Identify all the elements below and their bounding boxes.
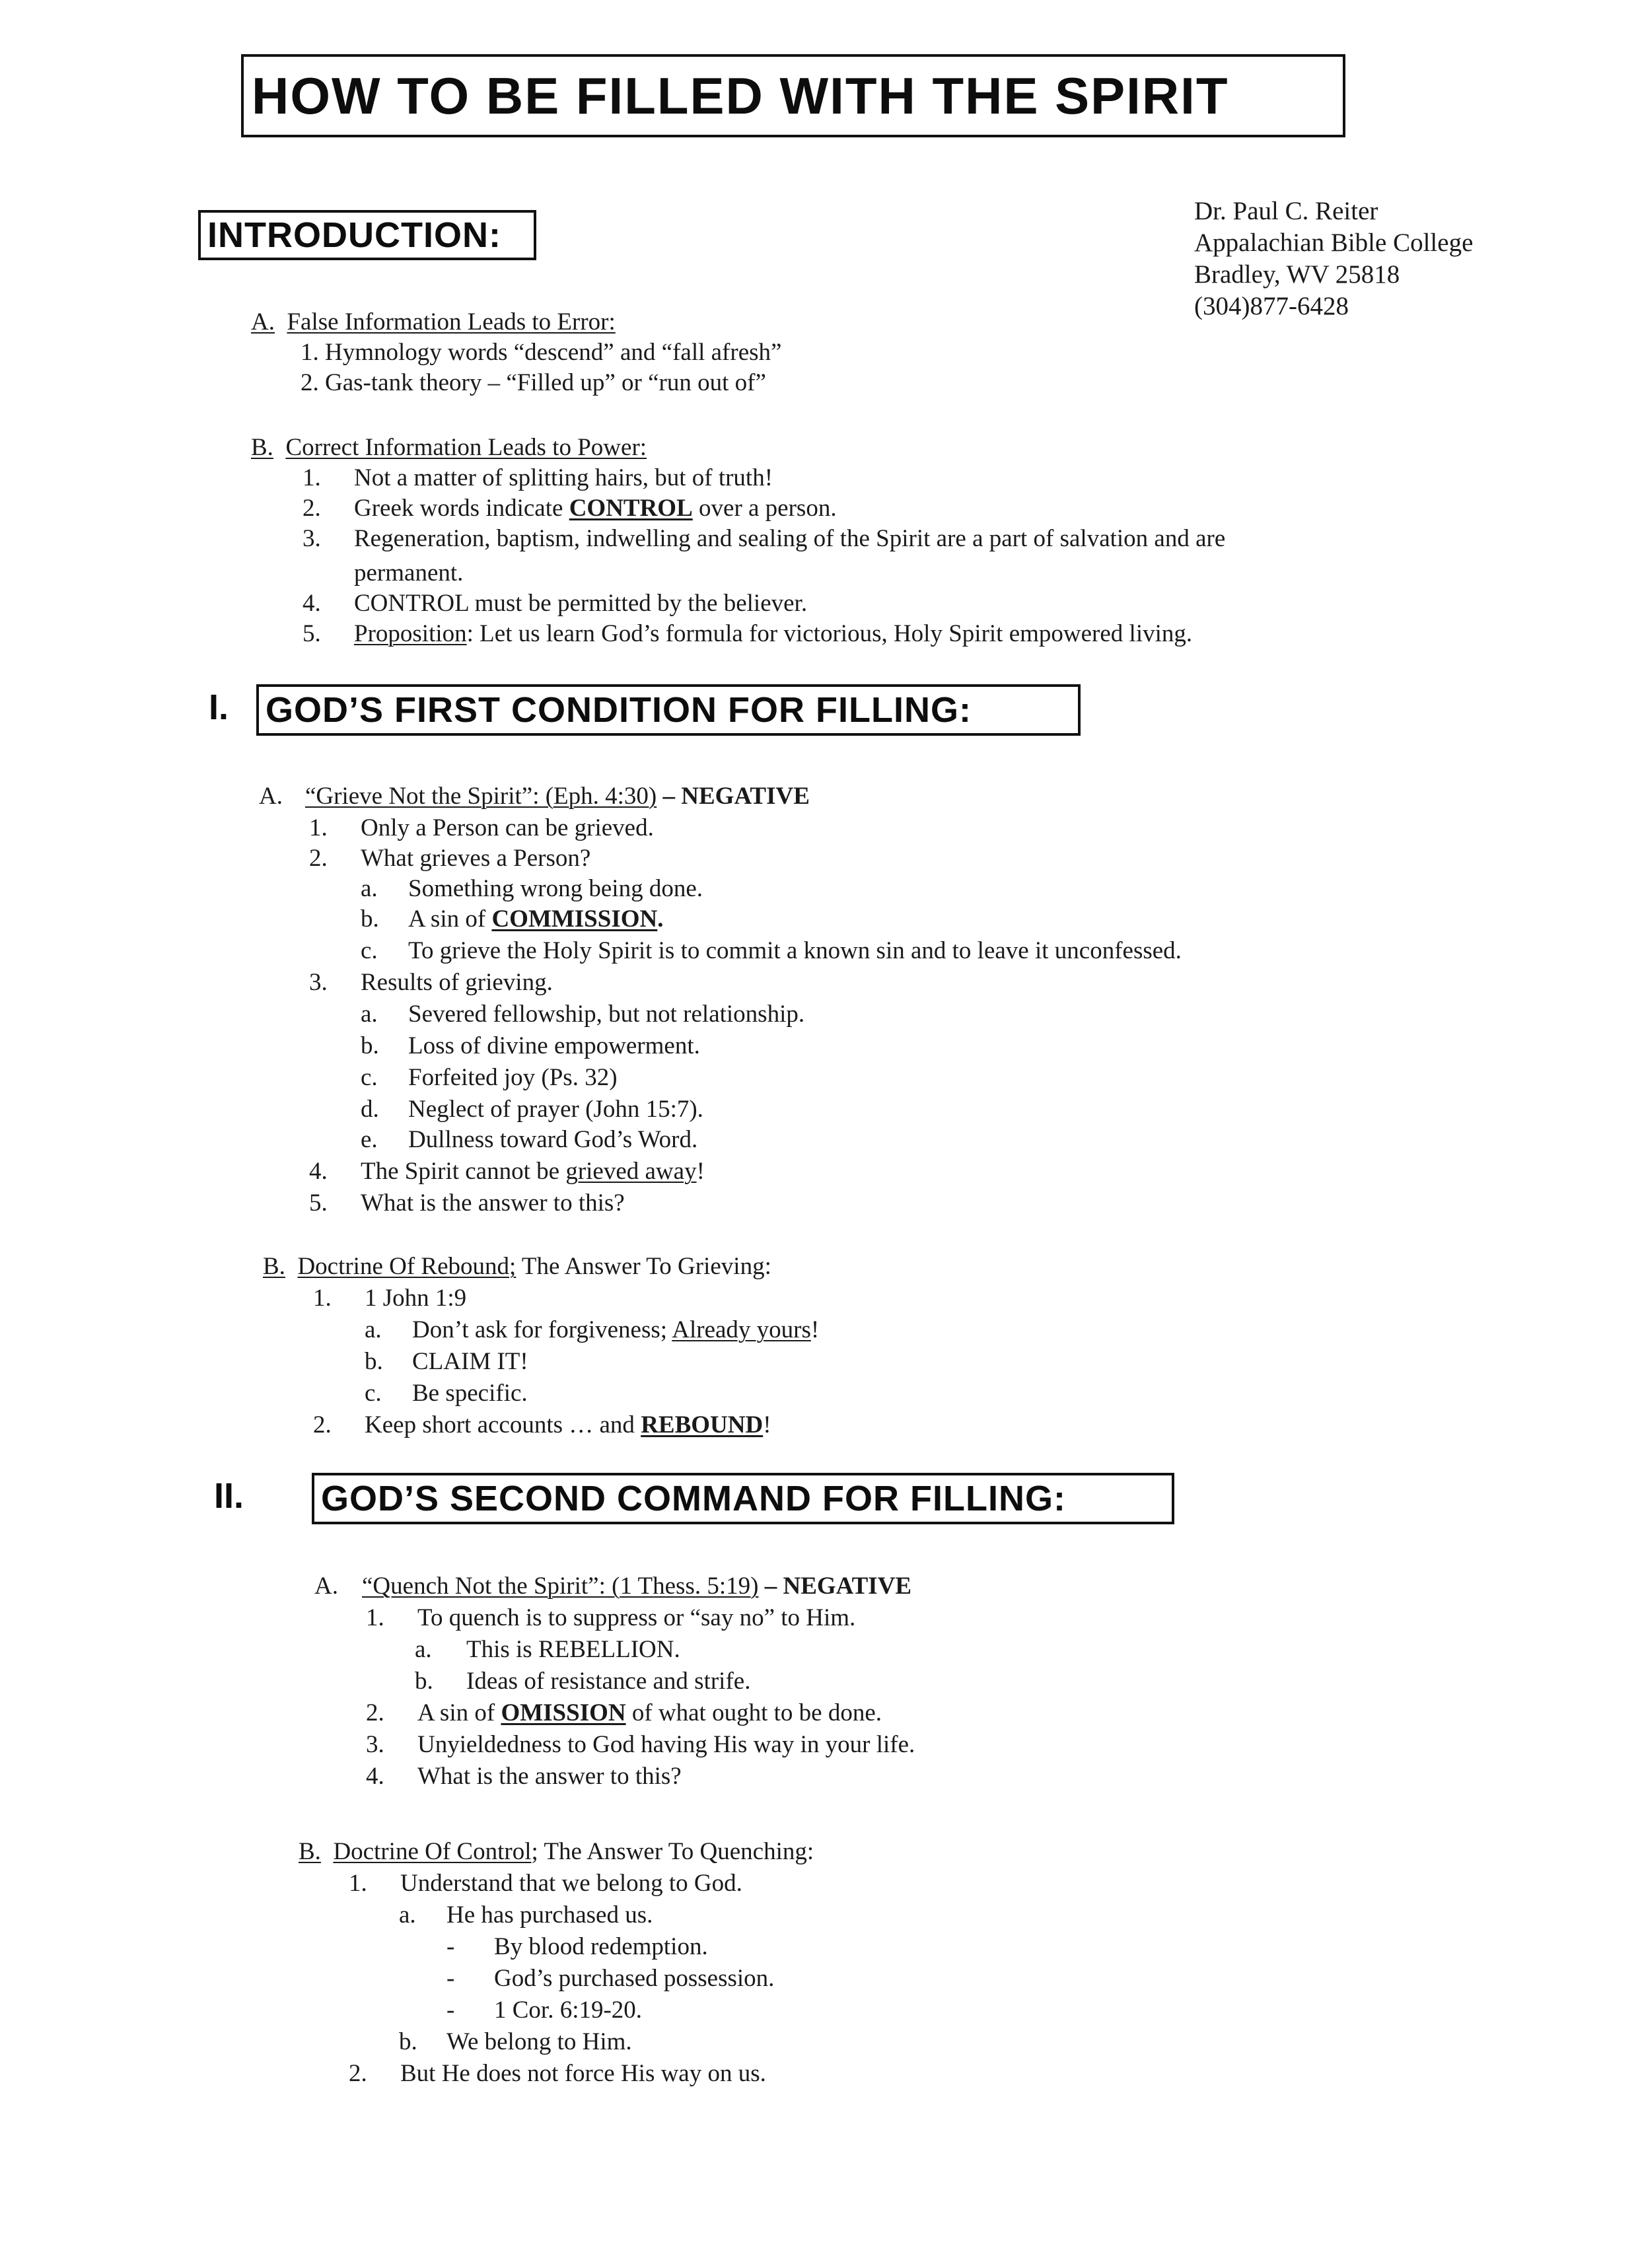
section-1-a-title: “Grieve Not the Spirit”: (Eph. 4:30) [305, 783, 657, 810]
s2-b-item-1a: a. He has purchased us. [399, 1901, 653, 1929]
s1-a-item-3c: c. Forfeited joy (Ps. 32) [361, 1064, 618, 1091]
s2-b-item-1: 1. Understand that we belong to God. [349, 1870, 742, 1897]
section-1-point-a: A. “Grieve Not the Spirit”: (Eph. 4:30) – NEGATIVE [259, 783, 810, 810]
intro-b-item-4: 4. CONTROL must be permitted by the believer. [303, 590, 808, 617]
s1-a-item-4: 4. The Spirit cannot be grieved away! [309, 1158, 705, 1185]
document-title [241, 54, 1345, 137]
s1-a-item-2: 2. What grieves a Person? [309, 845, 591, 872]
introduction-heading-text: INTRODUCTION: [207, 215, 501, 255]
s2-b-item-1b: b. We belong to Him. [399, 2028, 632, 2055]
intro-b-item-2: 2. Greek words indicate CONTROL over a person. [303, 495, 837, 522]
intro-a-label: A. [251, 308, 275, 336]
section-1-b-title: Doctrine Of Rebound; [297, 1253, 516, 1280]
s2-b-item-2: 2. But He does not force His way on us. [349, 2060, 766, 2087]
s2-a-item-3: 3. Unyieldedness to God having His way in your life. [366, 1731, 915, 1758]
author-name: Dr. Paul C. Reiter [1194, 197, 1378, 225]
intro-a-item-1: 1. Hymnology words “descend” and “fall afresh” [301, 339, 782, 366]
author-block [1194, 195, 1473, 322]
intro-point-b [251, 433, 647, 462]
intro-b-item-3-cont: permanent. [354, 559, 464, 586]
s1-a-item-3a: a. Severed fellowship, but not relationship. [361, 1001, 805, 1028]
s2-a-item-2: 2. A sin of OMISSION of what ought to be done. [366, 1699, 882, 1726]
s2-b-item-1a-dash-3: - 1 Cor. 6:19-20. [446, 1997, 643, 2024]
s2-a-item-4: 4. What is the answer to this? [366, 1763, 682, 1790]
commission-emphasis: COMMISSION [491, 905, 658, 933]
section-1-heading [256, 684, 1081, 736]
document-title-text: HOW TO BE FILLED WITH THE SPIRIT [252, 66, 1229, 125]
s1-a-item-5: 5. What is the answer to this? [309, 1189, 625, 1217]
s1-b-item-2: 2. Keep short accounts … and REBOUND! [313, 1411, 771, 1438]
intro-b-item-1: 1. Not a matter of splitting hairs, but of truth! [303, 464, 773, 491]
s2-b-item-1a-dash-2: - God’s purchased possession. [446, 1965, 775, 1992]
s1-a-item-3d: d. Neglect of prayer (John 15:7). [361, 1096, 703, 1123]
intro-a-item-2: 2. Gas-tank theory – “Filled up” or “run out of” [301, 369, 766, 396]
section-1-numeral: I. [209, 688, 229, 727]
author-phone: (304)877-6428 [1194, 292, 1349, 320]
intro-b-title: Correct Information Leads to Power: [285, 434, 647, 461]
s1-a-item-3e: e. Dullness toward God’s Word. [361, 1126, 698, 1153]
s1-a-item-1: 1. Only a Person can be grieved. [309, 814, 654, 841]
section-2-point-b: B. Doctrine Of Control; The Answer To Quenching: [299, 1838, 814, 1865]
rebound-emphasis: REBOUND [641, 1411, 764, 1438]
s1-b-item-1c: c. Be specific. [365, 1380, 528, 1407]
omission-emphasis: OMISSION [501, 1699, 626, 1726]
s1-b-item-1: 1. 1 John 1:9 [313, 1285, 467, 1312]
s1-b-item-1a: a. Don’t ask for forgiveness; Already yours! [365, 1316, 820, 1343]
s1-a-item-3b: b. Loss of divine empowerment. [361, 1032, 700, 1059]
section-2-b-title: Doctrine Of Control [333, 1838, 532, 1865]
section-2-a-title: “Quench Not the Spirit”: (1 Thess. 5:19) [362, 1573, 759, 1600]
s1-a-item-2c: c. To grieve the Holy Spirit is to commit a known sin and to leave it unconfessed. [361, 937, 1182, 964]
control-emphasis: CONTROL [569, 495, 693, 522]
intro-b-item-5: 5. Proposition: Let us learn God’s formula for victorious, Holy Spirit empowered living. [303, 620, 1193, 647]
s1-a-item-3: 3. Results of grieving. [309, 969, 553, 996]
section-2-numeral: II. [214, 1476, 244, 1516]
s2-b-item-1a-dash-1: - By blood redemption. [446, 1933, 708, 1960]
section-2-heading [312, 1473, 1174, 1524]
intro-b-label: B. [251, 434, 273, 461]
proposition-label: Proposition [354, 620, 467, 647]
author-organization: Appalachian Bible College [1194, 229, 1474, 257]
section-2-heading-text: GOD’S SECOND COMMAND FOR FILLING: [321, 1479, 1066, 1518]
s2-a-item-1a: a. This is REBELLION. [415, 1636, 680, 1663]
section-2-point-a: A. “Quench Not the Spirit”: (1 Thess. 5:19) – NEGATIVE [314, 1573, 912, 1600]
author-address: Bradley, WV 25818 [1194, 260, 1400, 289]
section-1-point-b: B. Doctrine Of Rebound; The Answer To Grieving: [263, 1253, 771, 1280]
s1-a-item-2a: a. Something wrong being done. [361, 875, 703, 902]
introduction-heading [198, 210, 536, 260]
intro-point-a [251, 308, 616, 337]
s2-a-item-1: 1. To quench is to suppress or “say no” to Him. [366, 1604, 856, 1631]
s1-b-item-1b: b. CLAIM IT! [365, 1348, 528, 1375]
intro-a-title: False Information Leads to Error: [287, 308, 616, 336]
already-yours-emphasis: Already yours [672, 1316, 811, 1343]
s1-a-item-2b: b. A sin of COMMISSION. [361, 905, 664, 933]
grieved-away-emphasis: grieved away [565, 1158, 697, 1185]
section-1-heading-text: GOD’S FIRST CONDITION FOR FILLING: [266, 690, 972, 730]
intro-b-item-3: 3. Regeneration, baptism, indwelling and sealing of the Spirit are a part of salvation and are [303, 525, 1226, 552]
s2-a-item-1b: b. Ideas of resistance and strife. [415, 1668, 751, 1695]
